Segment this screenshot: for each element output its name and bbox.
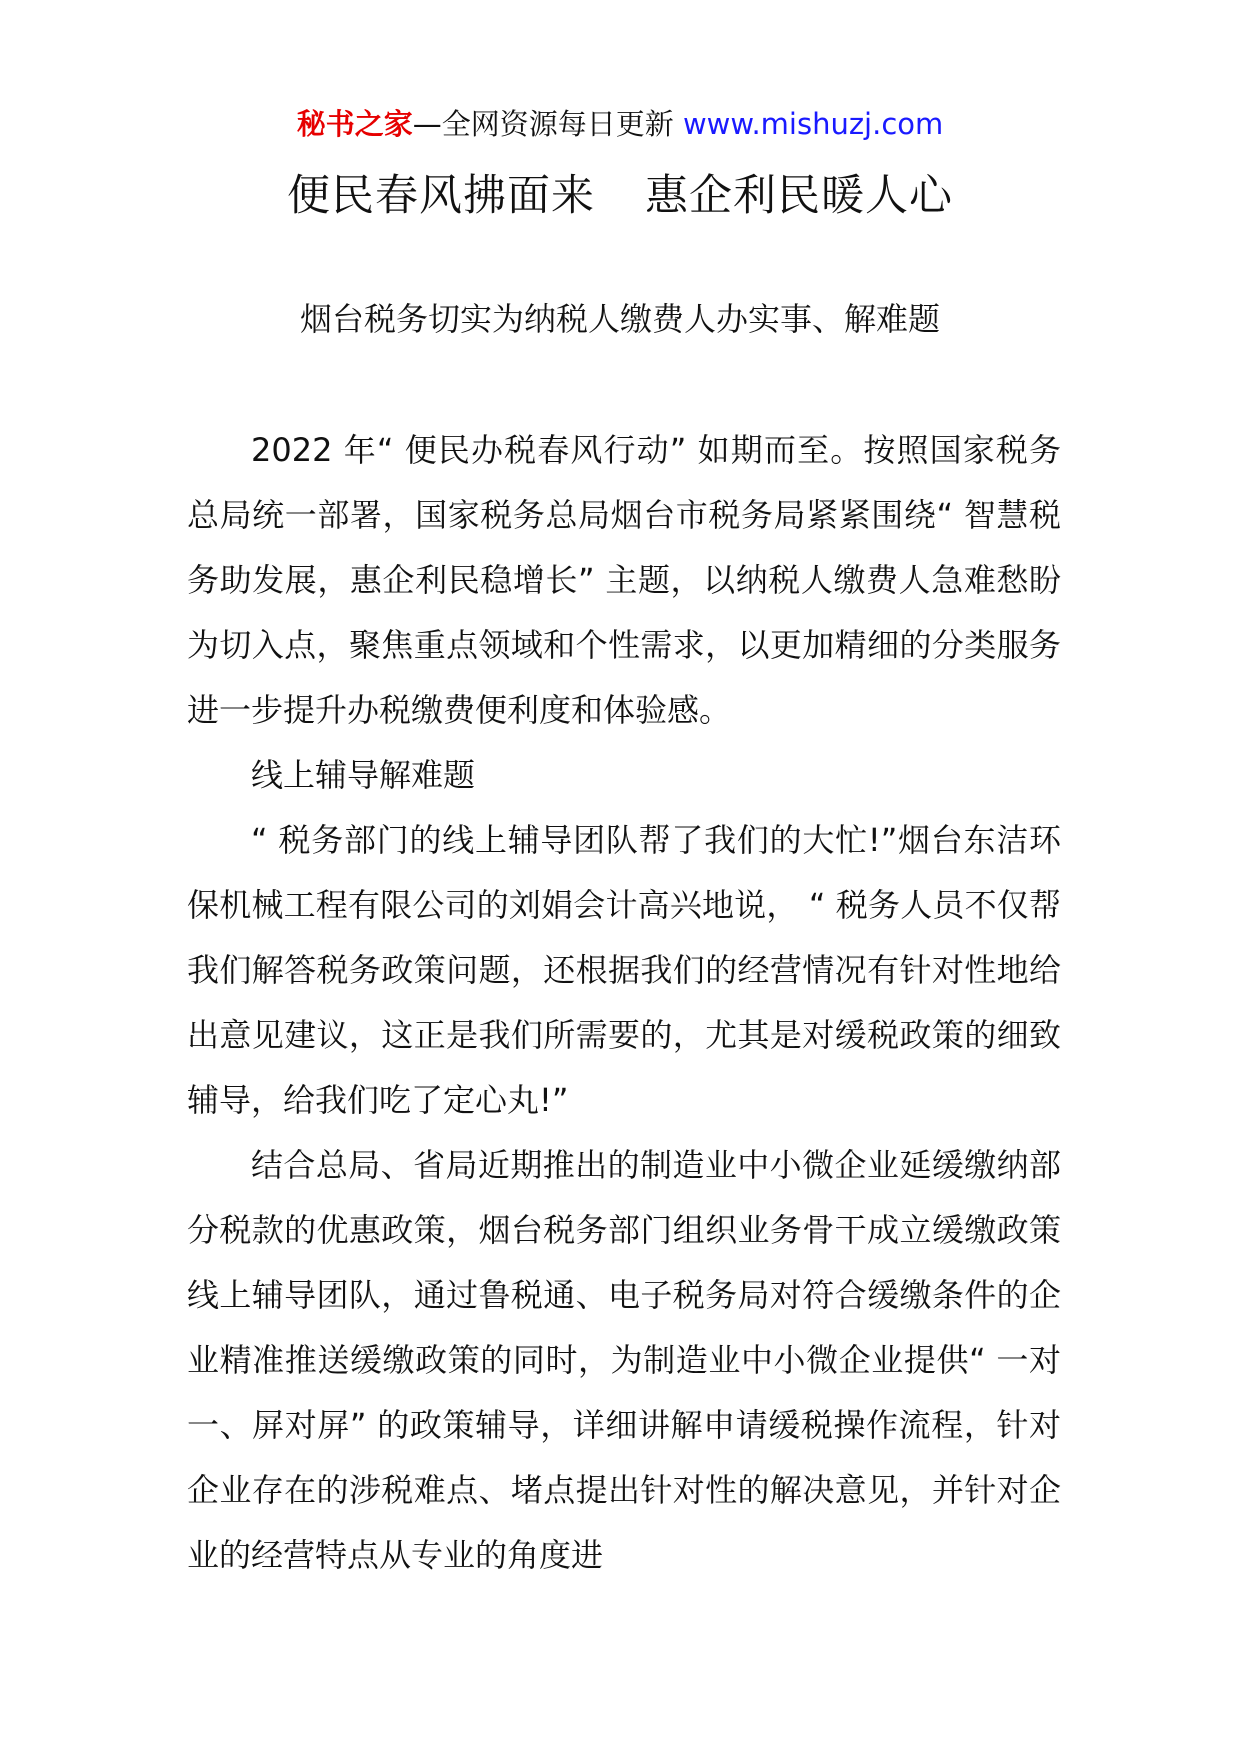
title-part-2: 惠企利民暖人心 [645, 171, 953, 221]
site-url-link[interactable]: www.mishuzj.com [682, 107, 944, 141]
paragraph-quote: “ 税务部门的线上辅导团队帮了我们的大忙!”烟台东洁环保机械工程有限公司的刘娟会计高兴地说， “ 税务人员不仅帮我们解答税务政策问题，还根据我们的经营情况有针对性地给出意见建议，这正是我们所需要的，尤其是对缓税政策的细致辅导，给我们吃了定心丸!” [187, 821, 1061, 1119]
site-tagline: —全网资源每日更新 [412, 107, 674, 141]
section-heading: 线上辅导解难题 [251, 756, 476, 794]
site-header [0, 104, 1240, 144]
article-subtitle: 烟台税务切实为纳税人缴费人办实事、解难题 [299, 300, 940, 338]
article-title [0, 166, 1240, 226]
brand-name: 秘书之家 [296, 107, 413, 141]
paragraph-policy: 结合总局、省局近期推出的制造业中小微企业延缓缴纳部分税款的优惠政策，烟台税务部门组织业务骨干成立缓缴政策线上辅导团队，通过鲁税通、电子税务局对符合缓缴条件的企业精准推送缓缴政策的同时，为制造业中小微企业提供“ 一对一、屏对屏” 的政策辅导，详细讲解申请缓税操作流程，针对企业存在的涉税难点、堵点提出针对性的解决意见，并针对企业的经营特点从专业的角度进 [187, 1146, 1061, 1574]
article-body [187, 418, 1061, 1588]
title-part-1: 便民春风拂面来 [287, 171, 595, 221]
paragraph-intro: 2022 年“ 便民办税春风行动” 如期而至。按照国家税务总局统一部署，国家税务总局烟台市税务局紧紧围绕“ 智慧税务助发展，惠企利民稳增长” 主题，以纳税人缴费人急难愁盼为切入点，聚焦重点领域和个性需求，以更加精细的分类服务进一步提升办税缴费便利度和体验感。 [187, 431, 1061, 729]
